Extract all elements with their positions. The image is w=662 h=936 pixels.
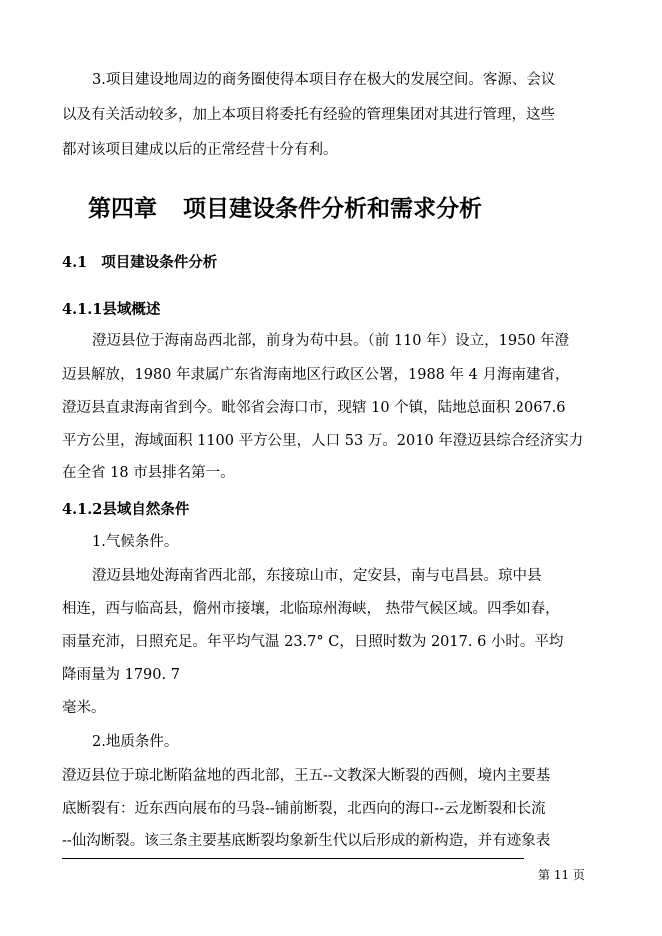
overview-line-4: 平方公里，海域面积 1100 平方公里，人口 53 万。2010 年澄迈县综合经济实力 bbox=[62, 433, 584, 449]
chapter-number: 第四章 bbox=[88, 195, 157, 222]
chapter-heading bbox=[88, 190, 482, 223]
geology-line-1: 澄迈县位于琼北断陷盆地的西北部，王五--文教深大断裂的西侧，境内主要基 bbox=[62, 768, 551, 784]
climate-line-5: 毫米。 bbox=[62, 700, 106, 716]
page-number: 第 11 页 bbox=[538, 868, 585, 882]
intro-line-2: 以及有关活动较多，加上本项目将委托有经验的管理集团对其进行管理，这些 bbox=[62, 107, 555, 123]
geology-line-3: --仙沟断裂。该三条主要基底断裂均象新生代以后形成的新构造，并有迹象表 bbox=[62, 833, 551, 849]
section-4-1-1-heading: 4.1.1县域概述 bbox=[62, 301, 161, 318]
climate-line-1: 澄迈县地处海南省西北部，东接琼山市，定安县，南与屯昌县。琼中县 bbox=[92, 568, 542, 584]
geology-line-2: 底断裂有：近东西向展布的马袅--铺前断裂，北西向的海口--云龙断裂和长流 bbox=[62, 801, 546, 817]
footer-rule bbox=[62, 858, 524, 859]
geology-label: 2.地质条件。 bbox=[92, 734, 179, 750]
climate-line-2: 相连，西与临高县，儋州市接壤，北临琼州海峡， 热带气候区域。四季如春， bbox=[62, 601, 560, 617]
intro-line-1: 3.项目建设地周边的商务圈使得本项目存在极大的发展空间。客源、会议 bbox=[92, 72, 556, 88]
climate-label: 1.气候条件。 bbox=[92, 534, 179, 550]
overview-line-3: 澄迈县直隶海南省到今。毗邻省会海口市，现辖 10 个镇，陆地总面积 2067.6 bbox=[62, 400, 566, 416]
climate-line-3: 雨量充沛，日照充足。年平均气温 23.7° C，日照时数为 2017. 6 小时。平均 bbox=[62, 634, 564, 650]
overview-line-2: 迈县解放，1980 年隶属广东省海南地区行政区公署，1988 年 4 月海南建省， bbox=[62, 367, 570, 383]
section-4-1-heading bbox=[62, 251, 217, 272]
climate-line-4: 降雨量为 1790. 7 bbox=[62, 667, 180, 683]
overview-line-1: 澄迈县位于海南岛西北部，前身为苟中县。（前 110 年）设立，1950 年澄 bbox=[92, 333, 570, 349]
chapter-title: 项目建设条件分析和需求分析 bbox=[183, 195, 482, 222]
section-4-1-number: 4.1 bbox=[62, 254, 88, 271]
intro-line-3: 都对该项目建成以后的正常经营十分有利。 bbox=[62, 142, 338, 158]
overview-line-5: 在全省 18 市县排名第一。 bbox=[62, 465, 235, 481]
section-4-1-title: 项目建设条件分析 bbox=[101, 254, 218, 271]
section-4-1-2-heading: 4.1.2县域自然条件 bbox=[62, 501, 190, 518]
